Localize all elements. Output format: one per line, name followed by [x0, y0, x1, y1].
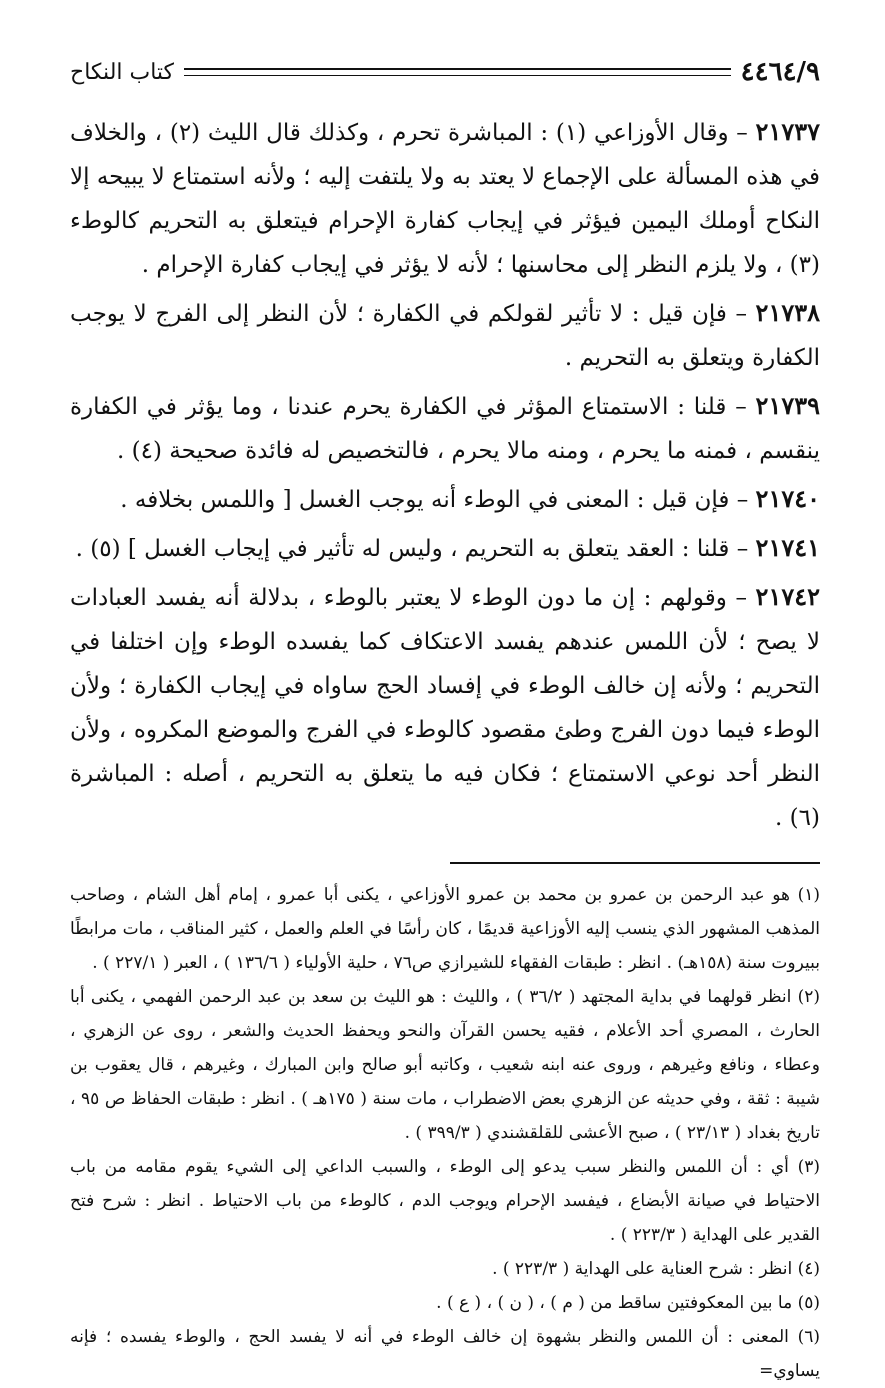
paragraph: ٢١٧٣٨ – فإن قيل : لا تأثير لقولكم في الكفارة ؛ لأن النظر إلى الفرج لا يوجب الكفارة ويتعلق به التحريم .: [70, 298, 820, 371]
paragraph-text: قلنا : العقد يتعلق به التحريم ، وليس له تأثير في إيجاب الغسل ] (٥) .: [75, 536, 730, 562]
paragraph-number: ٢١٧٤١: [755, 533, 820, 562]
paragraph: ٢١٧٤٢ – وقولهم : إن ما دون الوطء لا يعتبر بالوطء ، بدلالة أنه يفسد العبادات لا يصح ؛ لأن اللمس عندهم يفسد الاعتكاف كما يفسده الوطء وإن اختلفا في التحريم ؛ ولأنه إن خالف الوطء في إفساد الحج ساواه في إيجاب الكفارة ؛ ولأن الوطء فيما دون الفرج وطئ مقصود كالوطء في الفرج والموضع المكروه ، ولأن النظر أحد نوعي الاستمتاع ؛ فكان فيه ما يتعلق به التحريم ، أصله : المباشرة (٦) .: [70, 582, 820, 831]
paragraph-number: ٢١٧٣٧: [755, 117, 820, 146]
paragraph-number: ٢١٧٣٩: [755, 391, 820, 420]
footnote: (١) هو عبد الرحمن بن عمرو بن محمد بن عمرو الأوزاعي ، يكنى أبا عمرو ، إمام أهل الشام ، وصاحب المذهب المشهور الذي ينسب إليه الأوزاعية قديمًا ، كان رأسًا في العلم والعمل ، كثير المناقب ، مات مرابطًا ببيروت سنة (١٥٨هـ) . انظر : طبقات الفقهاء للشيرازي ص٧٦ ، حلية الأولياء ( ١٣٦/٦ ) ، العبر ( ٢٢٧/١ ) .: [70, 885, 820, 973]
footnote: (٥) ما بين المعكوفتين ساقط من ( م ) ، ( ن ) ، ( ع ) .: [436, 1293, 820, 1313]
footnotes: [70, 878, 820, 1388]
footnote-separator: [450, 862, 820, 864]
paragraph-number: ٢١٧٤٠: [755, 484, 820, 513]
page: [70, 50, 820, 1388]
paragraph: ٢١٧٣٧ – وقال الأوزاعي (١) : المباشرة تحرم ، وكذلك قال الليث (٢) ، والخلاف في هذه المسألة على الإجماع لا يعتد به ولا يلتفت إليه ؛ ولأنه استمتاع لا يبيحه إلا النكاح أوملك اليمين فيؤثر في إيجاب كفارة الإحرام فيتعلق به التحريم كالوطء (٣) ، ولا يلزم النظر إلى محاسنها ؛ لأنه لا يؤثر في إيجاب كفارة الإحرام .: [70, 117, 820, 278]
book-title: كتاب النكاح: [70, 59, 175, 85]
paragraph: ٢١٧٣٩ – قلنا : الاستمتاع المؤثر في الكفارة يحرم عندنا ، وما يؤثر في الكفارة ينقسم ، فمنه ما يحرم ، ومنه مالا يحرم ، فالتخصيص له فائدة صحيحة (٤) .: [70, 391, 820, 464]
footnote: (٣) أي : أن اللمس والنظر سبب يدعو إلى الوطء ، والسبب الداعي إلى الشيء يقوم مقامه من باب الاحتياط في صيانة الأبضاع ، فيفسد الإحرام ويوجب الدم ، كالوطء من باب الاحتياط . انظر : شرح فتح القدير على الهداية ( ٢٢٣/٣ ) .: [70, 1157, 820, 1245]
paragraph-number: ٢١٧٣٨: [755, 298, 820, 327]
paragraph-text: فإن قيل : لا تأثير لقولكم في الكفارة ؛ لأن النظر إلى الفرج لا يوجب الكفارة ويتعلق به التحريم .: [70, 301, 820, 371]
paragraph-text: وقال الأوزاعي (١) : المباشرة تحرم ، وكذلك قال الليث (٢) ، والخلاف في هذه المسألة على الإجماع لا يعتد به ولا يلتفت إليه ؛ ولأنه استمتاع لا يبيحه إلا النكاح أوملك اليمين فيؤثر في إيجاب كفارة الإحرام فيتعلق به التحريم كالوطء (٣) ، ولا يلزم النظر إلى محاسنها ؛ لأنه لا يؤثر في إيجاب كفارة الإحرام .: [70, 120, 820, 278]
header-rule: [184, 68, 731, 76]
footnote: (٤) انظر : شرح العناية على الهداية ( ٢٢٣/٣ ) .: [492, 1259, 820, 1279]
paragraph: ٢١٧٤٠ – فإن قيل : المعنى في الوطء أنه يوجب الغسل [ واللمس بخلافه .: [120, 484, 820, 513]
paragraph-text: وقولهم : إن ما دون الوطء لا يعتبر بالوطء ، بدلالة أنه يفسد العبادات لا يصح ؛ لأن اللمس عندهم يفسد الاعتكاف كما يفسده الوطء وإن اختلفا في التحريم ؛ ولأنه إن خالف الوطء في إفساد الحج ساواه في إيجاب الكفارة ؛ ولأن الوطء فيما دون الفرج وطئ مقصود كالوطء في الفرج والموضع المكروه ، ولأن النظر أحد نوعي الاستمتاع ؛ فكان فيه ما يتعلق به التحريم ، أصله : المباشرة (٦) .: [70, 585, 820, 831]
running-header: [70, 50, 820, 94]
page-number: ٤٤٦٤/٩: [740, 57, 820, 87]
footnote: (٢) انظر قولهما في بداية المجتهد ( ٣٦/٢ ) ، والليث : هو الليث بن سعد بن عبد الرحمن الفهمي ، يكنى أبا الحارث ، المصري أحد الأعلام ، فقيه يحسن القرآن والنحو ويحفظ الحديث والشعر ، روى عن الزهري ، وعطاء ، ونافع وغيرهم ، وروى عنه ابنه شعيب ، وكاتبه أبو صالح وابن المبارك ، وغيرهم ، قال يعقوب بن شيبة : ثقة ، وفي حديثه عن الزهري بعض الاضطراب ، مات سنة ( ١٧٥هـ ) . انظر : طبقات الحفاظ ص ٩٥ ، تاريخ بغداد ( ٢٣/١٣ ) ، صبح الأعشى للقلقشندي ( ٣٩٩/٣ ) .: [70, 987, 821, 1143]
paragraph-number: ٢١٧٤٢: [755, 582, 820, 611]
main-text: [70, 110, 820, 840]
paragraph-text: قلنا : الاستمتاع المؤثر في الكفارة يحرم عندنا ، وما يؤثر في الكفارة ينقسم ، فمنه ما يحرم ، ومنه مالا يحرم ، فالتخصيص له فائدة صحيحة (٤) .: [70, 394, 820, 464]
paragraph-text: فإن قيل : المعنى في الوطء أنه يوجب الغسل [ واللمس بخلافه .: [120, 487, 730, 513]
paragraph: ٢١٧٤١ – قلنا : العقد يتعلق به التحريم ، وليس له تأثير في إيجاب الغسل ] (٥) .: [75, 533, 820, 562]
footnote: (٦) المعنى : أن اللمس والنظر بشهوة إن خالف الوطء في أنه لا يفسد الحج ، والوطء يفسده ؛ فإنه يساوي=: [70, 1327, 820, 1381]
